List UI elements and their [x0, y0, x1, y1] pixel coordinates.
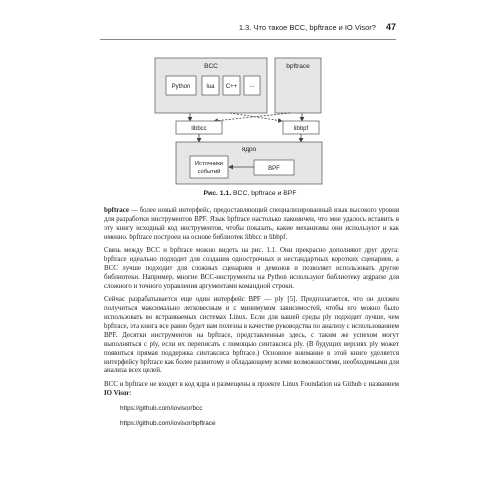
figure-caption	[100, 190, 400, 197]
paragraph-iovisor	[104, 381, 399, 399]
section-title: 1.3. Что такое BCC, bpftrace и IO Visor?	[238, 23, 376, 32]
lua-label: lua	[206, 84, 215, 90]
link-bpftrace[interactable]: https://github.com/iovisor/bpftrace	[120, 419, 216, 427]
paragraph-relation: Связь между BCC и bpftrace можно видеть на рис. 1.1. Они прекрасно дополняют друг друга: bpftrace идеально подходит для создания однострочных и нестандартных коротких сценариев, а BCC лучше подходит для сложных сценариев и демонов и позволяет использовать другие библиотеки. Например, многие BCC-инструменты на Python используют библиотеку argparse для сложного и точного управления аргументами командной строки.	[104, 247, 399, 290]
paragraph-bpftrace-text: — более новый интерфейс, предоставляющий специализированный язык высокого уровня для разработки инструментов BPF. Язык bpftrace настолько лаконичен, что мне удалось вставить в эту книгу исходный код инструментов, чтобы показать, какие механизмы они используют и как именно. bpftrace построен на основе библиотек libbcc и libbpf.	[104, 207, 399, 241]
term-bpftrace: bpftrace	[104, 207, 129, 214]
paragraph-iovisor-end: :	[129, 389, 132, 397]
libbpf-label: libbpf	[293, 126, 309, 132]
libbcc-label: libbcc	[191, 126, 207, 132]
cpp-label: C++	[225, 84, 238, 90]
figure-label: Рис. 1.1.	[203, 190, 232, 197]
bpf-label: BPF	[268, 166, 280, 172]
body-text	[104, 207, 399, 428]
paragraph-iovisor-text: BCC и bpftrace не входят в код ядра и размещены в проекте Linux Foundation на Github с названием	[104, 380, 399, 388]
kernel-label: ядро	[241, 146, 257, 153]
python-label: Python	[171, 84, 191, 90]
bpftrace-label: bpftrace	[286, 63, 310, 70]
bpftrace-to-libbcc-arrow	[214, 113, 290, 121]
iovisor-name: IO Visor	[104, 389, 130, 397]
event-sources-label-1: Источники	[195, 161, 223, 167]
figure-caption-text: BCC, bpftrace и BPF	[231, 190, 297, 197]
paragraph-ply: Сейчас разрабатывается еще один интерфейс BPF — ply [5]. Предполагается, что он должен получиться максимально легковесным и с минимумом зависимостей, чтобы его можно было использовать во встраиваемых системах Linux. Если для вашей среды ply подходит лучше, чем bpftrace, эта книга все равно будет вам полезна в качестве руководства по анализу с использованием BPF. Десятки инструментов на bpftrace, представленные здесь, с таким же успехом могут выполняться с ply, если их переписать с помощью синтаксиса ply. (В будущих версиях ply может появиться прямая поддержка синтаксиса bpftrace.) Основное внимание в этой книге уделяется интерфейсу bpftrace как более развитому и обладающему всеми возможностями, необходимыми для анализа всех целей.	[104, 296, 399, 375]
bcc-label: BCC	[204, 63, 218, 70]
bcc-to-libbpf-arrow	[230, 113, 282, 121]
page-number: 47	[385, 22, 396, 32]
event-sources-label-2: событий	[197, 169, 221, 175]
paragraph-bpftrace	[104, 207, 399, 243]
link-bcc[interactable]: https://github.com/iovisor/bcc	[120, 404, 203, 412]
more-langs-label: ...	[249, 83, 255, 89]
